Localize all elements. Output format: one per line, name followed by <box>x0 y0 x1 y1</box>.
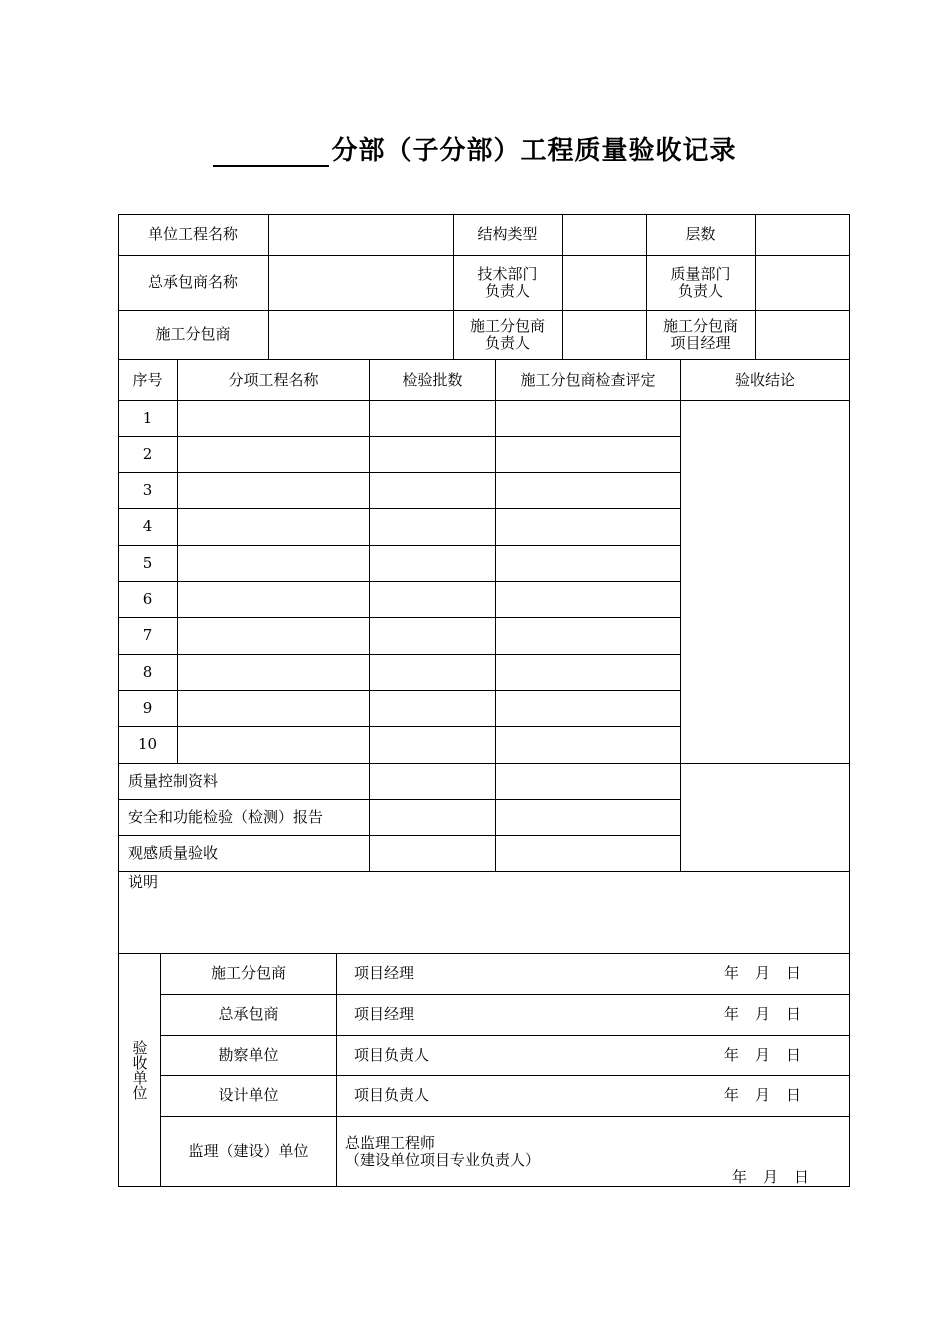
row-number: 4 <box>142 517 153 535</box>
page-title <box>0 130 950 167</box>
grid-line <box>118 690 680 691</box>
grid-line <box>118 654 680 655</box>
value-subcontractor-head[interactable] <box>563 310 646 359</box>
acceptance-unit: 勘察单位 <box>218 1045 279 1064</box>
row-number: 1 <box>142 408 153 427</box>
supervision-role-line1: 总监理工程师 <box>345 1134 436 1152</box>
date-year: 年 <box>724 1005 740 1023</box>
frame-bottom <box>118 1186 850 1187</box>
title-blank-underline <box>213 141 329 167</box>
label-subcontractor: 施工分包商 <box>155 325 231 343</box>
row-number: 3 <box>142 480 153 499</box>
extra-conclusion-cell[interactable] <box>681 764 849 871</box>
label-line: 项目经理 <box>670 333 731 352</box>
grid-line <box>118 472 680 473</box>
acceptance-unit-supervision: 监理（建设）单位 <box>188 1141 309 1160</box>
grid-line <box>118 726 680 727</box>
date-year: 年 <box>724 1086 740 1104</box>
label-quality-dept-head <box>646 255 755 310</box>
date-day: 日 <box>794 1167 810 1186</box>
label-line: 负责人 <box>484 281 530 300</box>
acceptance-unit: 设计单位 <box>218 1086 279 1104</box>
acceptance-role: 项目经理 <box>354 964 415 982</box>
row-number: 7 <box>142 626 153 644</box>
date-month: 月 <box>755 1005 771 1023</box>
acceptance-date <box>708 1035 849 1075</box>
col-header-sub-check: 施工分包商检查评定 <box>520 370 656 389</box>
label-floors: 层数 <box>685 225 716 243</box>
grid-line <box>118 545 680 546</box>
acceptance-record-form <box>118 214 850 1187</box>
label-line: 质量部门 <box>670 264 731 283</box>
col-header-item-name: 分项工程名称 <box>228 370 319 389</box>
grid-line <box>369 360 370 872</box>
date-month: 月 <box>755 1045 771 1064</box>
acceptance-role: 项目负责人 <box>354 1045 430 1064</box>
label-line: 负责人 <box>677 281 723 300</box>
date-year: 年 <box>724 964 740 982</box>
label-unit-project-name: 单位工程名称 <box>147 225 238 243</box>
value-subcontractor[interactable] <box>269 310 453 359</box>
acceptance-role: 项目负责人 <box>354 1086 430 1104</box>
date-year: 年 <box>724 1045 740 1064</box>
grid-line <box>495 360 496 872</box>
grid-line <box>118 871 850 872</box>
acceptance-unit: 总承包商 <box>218 1005 279 1023</box>
grid-line <box>118 508 680 509</box>
acceptance-date <box>708 994 849 1035</box>
row-safety-function-report: 安全和功能检验（检测）报告 <box>128 807 324 826</box>
label-line: 施工分包商 <box>662 316 738 335</box>
conclusion-cell[interactable] <box>681 401 849 763</box>
date-day: 日 <box>786 1086 802 1104</box>
row-number: 9 <box>142 698 153 717</box>
label-line: 技术部门 <box>477 264 538 283</box>
label-general-contractor-name: 总承包商名称 <box>147 273 238 291</box>
title-text: 分部（子分部）工程质量验收记录 <box>331 136 737 166</box>
note-area[interactable] <box>119 894 849 952</box>
acceptance-role: 项目经理 <box>354 1005 415 1023</box>
row-number: 5 <box>142 553 153 572</box>
row-number: 6 <box>142 589 153 608</box>
row-number: 10 <box>137 735 158 753</box>
col-header-batch-count: 检验批数 <box>402 370 463 389</box>
col-header-seq: 序号 <box>132 370 163 389</box>
date-month: 月 <box>755 1086 771 1104</box>
grid-line <box>118 436 680 437</box>
grid-line <box>177 360 178 763</box>
supervision-role-line2: （建设单位项目专业负责人） <box>345 1151 541 1169</box>
col-header-conclusion: 验收结论 <box>734 370 795 389</box>
label-subcontractor-head <box>453 310 562 359</box>
date-month: 月 <box>755 964 771 982</box>
value-general-contractor-name[interactable] <box>269 255 453 310</box>
value-structure-type[interactable] <box>563 214 646 255</box>
label-subcontractor-pm <box>646 310 755 359</box>
supervision-date <box>716 1168 849 1186</box>
date-day: 日 <box>786 1005 802 1023</box>
row-number: 8 <box>142 662 153 681</box>
row-number: 2 <box>142 444 153 463</box>
value-subcontractor-pm[interactable] <box>756 310 849 359</box>
date-month: 月 <box>763 1167 779 1186</box>
value-quality-dept-head[interactable] <box>756 255 849 310</box>
date-year: 年 <box>732 1167 748 1186</box>
label-line: 施工分包商 <box>469 316 545 335</box>
value-tech-dept-head[interactable] <box>563 255 646 310</box>
value-unit-project-name[interactable] <box>269 214 453 255</box>
acceptance-date <box>708 953 849 994</box>
acceptance-unit: 施工分包商 <box>210 964 286 982</box>
note-label: 说明 <box>128 873 159 891</box>
label-structure-type: 结构类型 <box>477 225 538 243</box>
acceptance-date <box>708 1075 849 1116</box>
date-day: 日 <box>786 1045 802 1064</box>
row-appearance-quality: 观感质量验收 <box>128 843 219 862</box>
label-line: 负责人 <box>484 333 530 352</box>
acceptance-group-label-cell <box>118 953 160 1186</box>
acceptance-group-label: 验收单位 <box>130 1039 149 1100</box>
date-day: 日 <box>786 964 802 982</box>
grid-line <box>118 617 680 618</box>
label-tech-dept-head <box>453 255 562 310</box>
value-floors[interactable] <box>756 214 849 255</box>
grid-line <box>118 581 680 582</box>
row-quality-control-data: 质量控制资料 <box>128 771 219 790</box>
